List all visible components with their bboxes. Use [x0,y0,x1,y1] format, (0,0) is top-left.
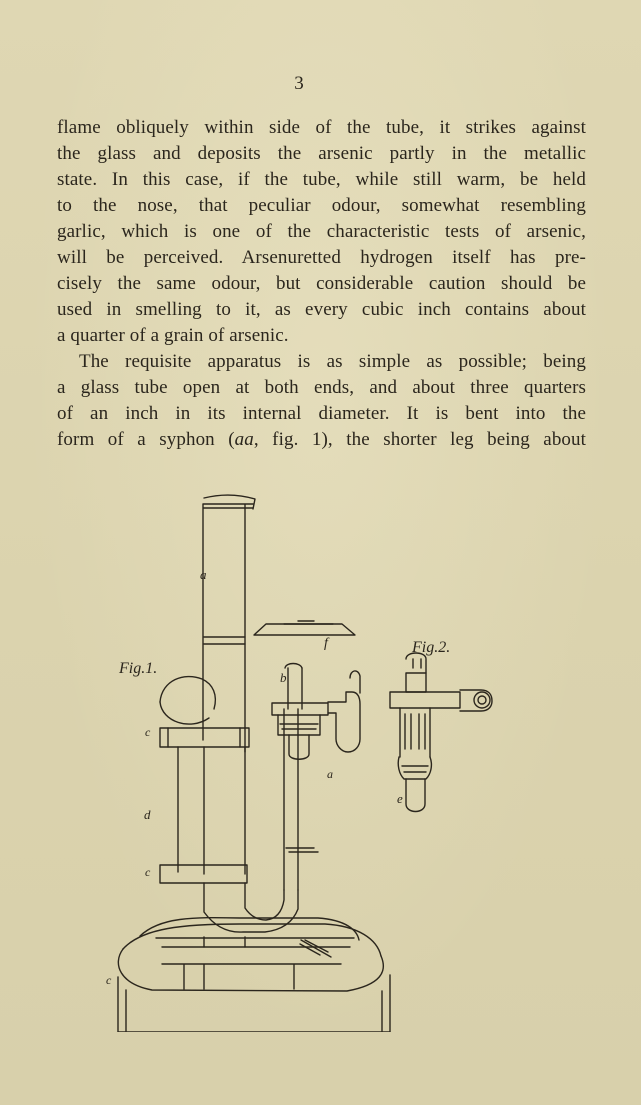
text-line: a quarter of a grain of arsenic. [57,325,289,346]
text-fragment: , fig. 1), the shorter leg being about [253,429,587,450]
label-d: d [144,807,151,822]
fig2-label: Fig.2. [412,639,451,656]
label-f: f [324,636,328,651]
body-text [57,115,586,453]
fig1-label: Fig.1. [119,660,158,677]
text-line: the glass and deposits the arsenic partly in the metallic [57,143,586,164]
apparatus-engraving [88,492,518,1032]
text-line: garlic, which is one of the characteristic tests of arsenic, [57,221,586,242]
label-b: b [280,670,287,685]
label-a-top: a [200,567,207,582]
label-a-right: a [327,767,333,781]
text-line: a glass tube open at both ends, and about three quarters [57,377,586,398]
text-fragment: form of a syphon ( [57,429,235,450]
label-c-upper: c [145,725,151,739]
apparatus-figure [88,492,518,1032]
label-c-base: c [106,973,112,987]
text-line: used in smelling to it, as every cubic inch contains about [57,299,586,320]
page-number: 3 [294,73,304,94]
text-line: cisely the same odour, but considerable caution should be [57,273,586,294]
italic-label-aa: aa [234,429,254,450]
text-line: state. In this case, if the tube, while still warm, be held [57,169,586,190]
text-line: of an inch in its internal diameter. It is bent into the [57,403,586,424]
paragraph-first-line: The requisite apparatus is as simple as possible; being [79,351,586,372]
text-line: flame obliquely within side of the tube, it strikes against [57,117,586,138]
text-line: will be perceived. Arsenuretted hydrogen itself has pre- [57,247,586,268]
label-c-lower: c [145,865,151,879]
label-e: e [397,791,403,806]
text-line-last [57,427,586,453]
text-line: to the nose, that peculiar odour, somewhat resembling [57,195,586,216]
